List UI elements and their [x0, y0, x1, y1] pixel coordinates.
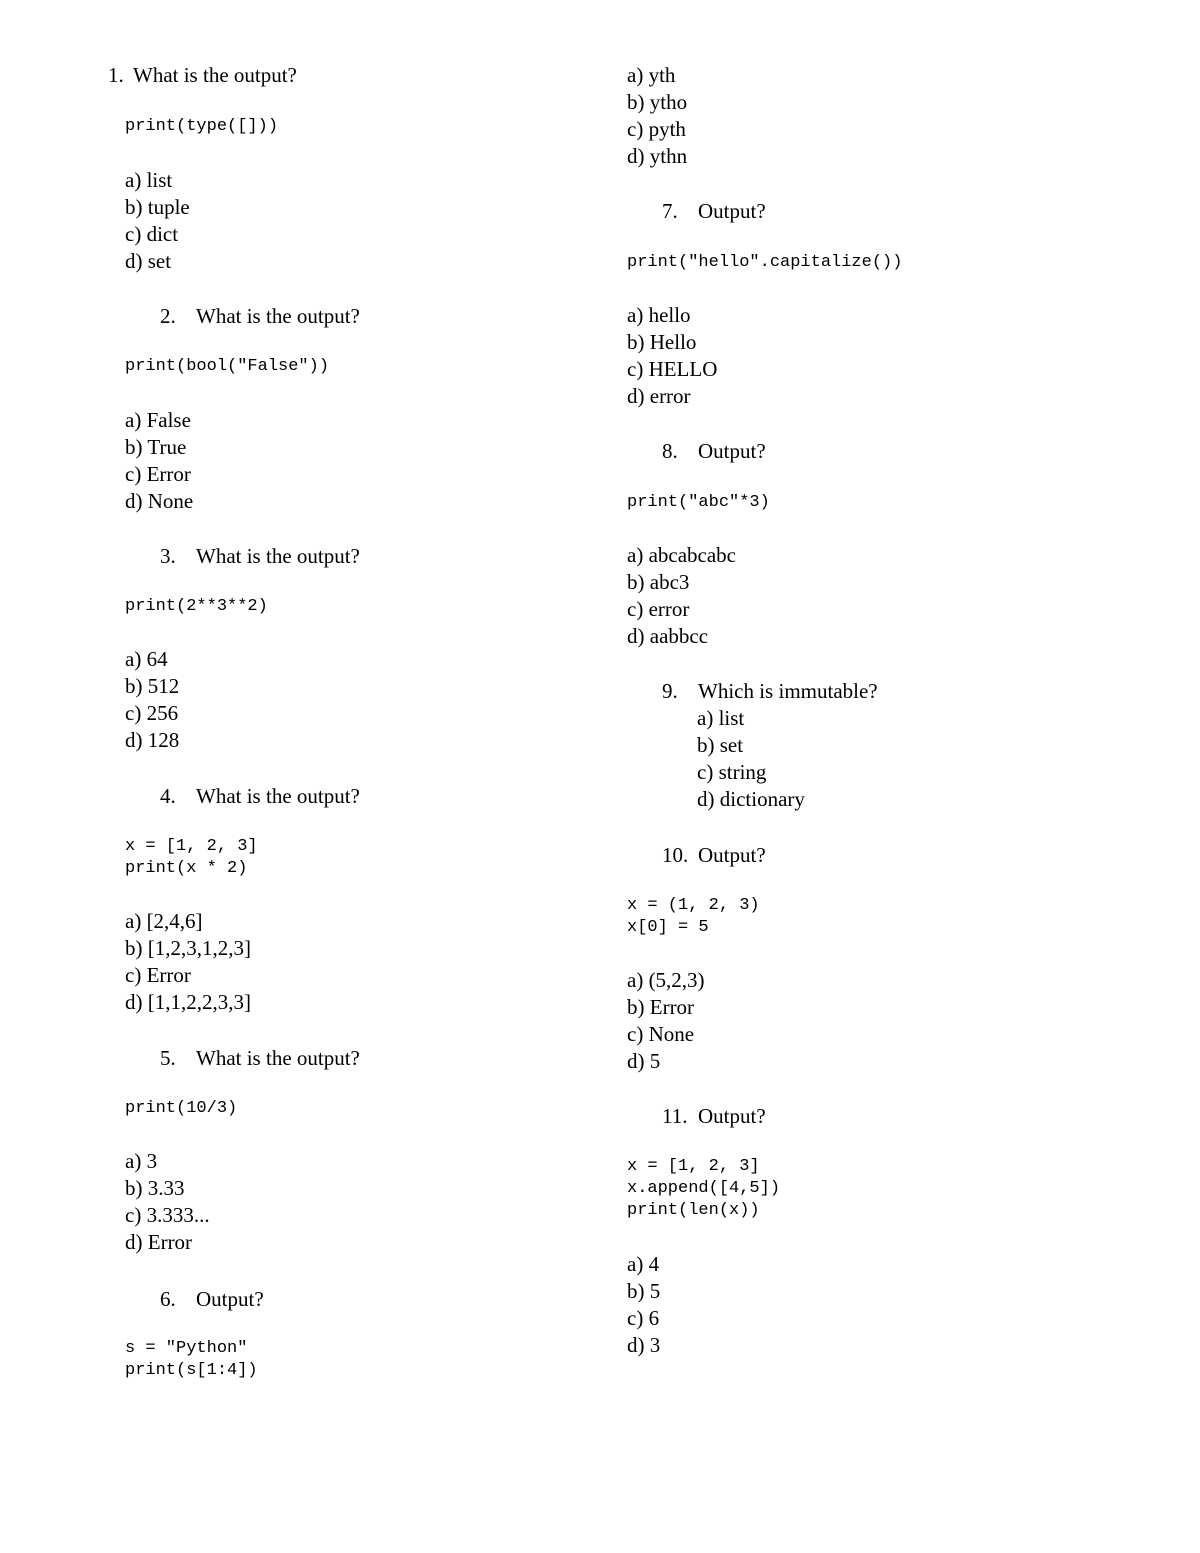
answer-option: b) abc3	[627, 570, 690, 594]
question-number: 1.	[108, 63, 124, 87]
answer-option: c) Error	[125, 462, 191, 486]
question-number: 7.	[662, 199, 678, 223]
answer-option: b) Error	[627, 995, 695, 1019]
answer-option: a) False	[125, 408, 191, 432]
code-line: s = "Python"	[125, 1339, 248, 1358]
answer-option: b) 512	[125, 674, 180, 698]
question-prompt: Output?	[698, 199, 766, 223]
question-prompt: Output?	[698, 439, 766, 463]
answer-option: d) 128	[125, 728, 180, 752]
answer-option: a) hello	[627, 303, 691, 327]
answer-option: d) error	[627, 384, 691, 408]
question-number: 2.	[160, 304, 176, 328]
answer-option: d) aabbcc	[627, 624, 709, 648]
question-prompt: What is the output?	[133, 63, 297, 87]
answer-option: c) error	[627, 597, 690, 621]
question-prompt: What is the output?	[196, 304, 360, 328]
answer-option: c) dict	[125, 222, 179, 246]
question-number: 4.	[160, 784, 176, 808]
answer-option: c) Error	[125, 963, 191, 987]
answer-option: a) list	[697, 706, 745, 730]
answer-option: d) 3	[627, 1333, 661, 1357]
question-number: 8.	[662, 439, 678, 463]
code-line: x[0] = 5	[627, 918, 709, 937]
code-line: print(s[1:4])	[125, 1361, 258, 1380]
answer-option: a) 64	[125, 647, 168, 671]
answer-option: d) [1,1,2,2,3,3]	[125, 990, 251, 1014]
question-prompt: Which is immutable?	[698, 679, 878, 703]
code-line: x.append([4,5])	[627, 1179, 781, 1198]
code-line: x = [1, 2, 3]	[627, 1157, 760, 1176]
answer-option: d) dictionary	[697, 787, 805, 811]
answer-option: c) 6	[627, 1306, 660, 1330]
question-number: 5.	[160, 1046, 176, 1070]
question-prompt: Output?	[698, 1104, 766, 1128]
code-line: print(10/3)	[125, 1099, 238, 1118]
answer-option: a) 4	[627, 1252, 660, 1276]
code-line: print("hello".capitalize())	[627, 253, 903, 272]
answer-option: a) [2,4,6]	[125, 909, 203, 933]
question-number: 3.	[160, 544, 176, 568]
code-line: x = (1, 2, 3)	[627, 896, 760, 915]
answer-option: b) 5	[627, 1279, 661, 1303]
question-prompt: What is the output?	[196, 784, 360, 808]
answer-option: b) set	[697, 733, 744, 757]
answer-option: b) tuple	[125, 195, 190, 219]
question-prompt: What is the output?	[196, 1046, 360, 1070]
answer-option: b) Hello	[627, 330, 697, 354]
question-prompt: Output?	[196, 1287, 264, 1311]
answer-option: d) None	[125, 489, 194, 513]
answer-option: b) True	[125, 435, 187, 459]
question-number: 6.	[160, 1287, 176, 1311]
question-number: 11.	[662, 1104, 688, 1128]
answer-option: c) 256	[125, 701, 179, 725]
answer-option: b) 3.33	[125, 1176, 185, 1200]
answer-option: c) string	[697, 760, 767, 784]
answer-option: d) set	[125, 249, 172, 273]
code-line: print(2**3**2)	[125, 597, 268, 616]
question-number: 9.	[662, 679, 678, 703]
answer-option: c) 3.333...	[125, 1203, 210, 1227]
answer-option: d) 5	[627, 1049, 661, 1073]
answer-option: a) abcabcabc	[627, 543, 736, 567]
answer-option: a) yth	[627, 63, 676, 87]
code-line: print(x * 2)	[125, 859, 248, 878]
code-line: print(bool("False"))	[125, 357, 330, 376]
answer-option: a) (5,2,3)	[627, 968, 705, 992]
code-line: print(len(x))	[627, 1201, 760, 1220]
question-number: 10.	[662, 843, 689, 867]
code-line: x = [1, 2, 3]	[125, 837, 258, 856]
code-line: print(type([]))	[125, 117, 279, 136]
answer-option: b) ytho	[627, 90, 688, 114]
answer-option: c) HELLO	[627, 357, 718, 381]
code-line: print("abc"*3)	[627, 493, 770, 512]
answer-option: b) [1,2,3,1,2,3]	[125, 936, 251, 960]
answer-option: c) pyth	[627, 117, 686, 141]
question-prompt: What is the output?	[196, 544, 360, 568]
answer-option: a) list	[125, 168, 173, 192]
answer-option: a) 3	[125, 1149, 158, 1173]
answer-option: d) ythn	[627, 144, 688, 168]
answer-option: d) Error	[125, 1230, 193, 1254]
question-prompt: Output?	[698, 843, 766, 867]
answer-option: c) None	[627, 1022, 695, 1046]
